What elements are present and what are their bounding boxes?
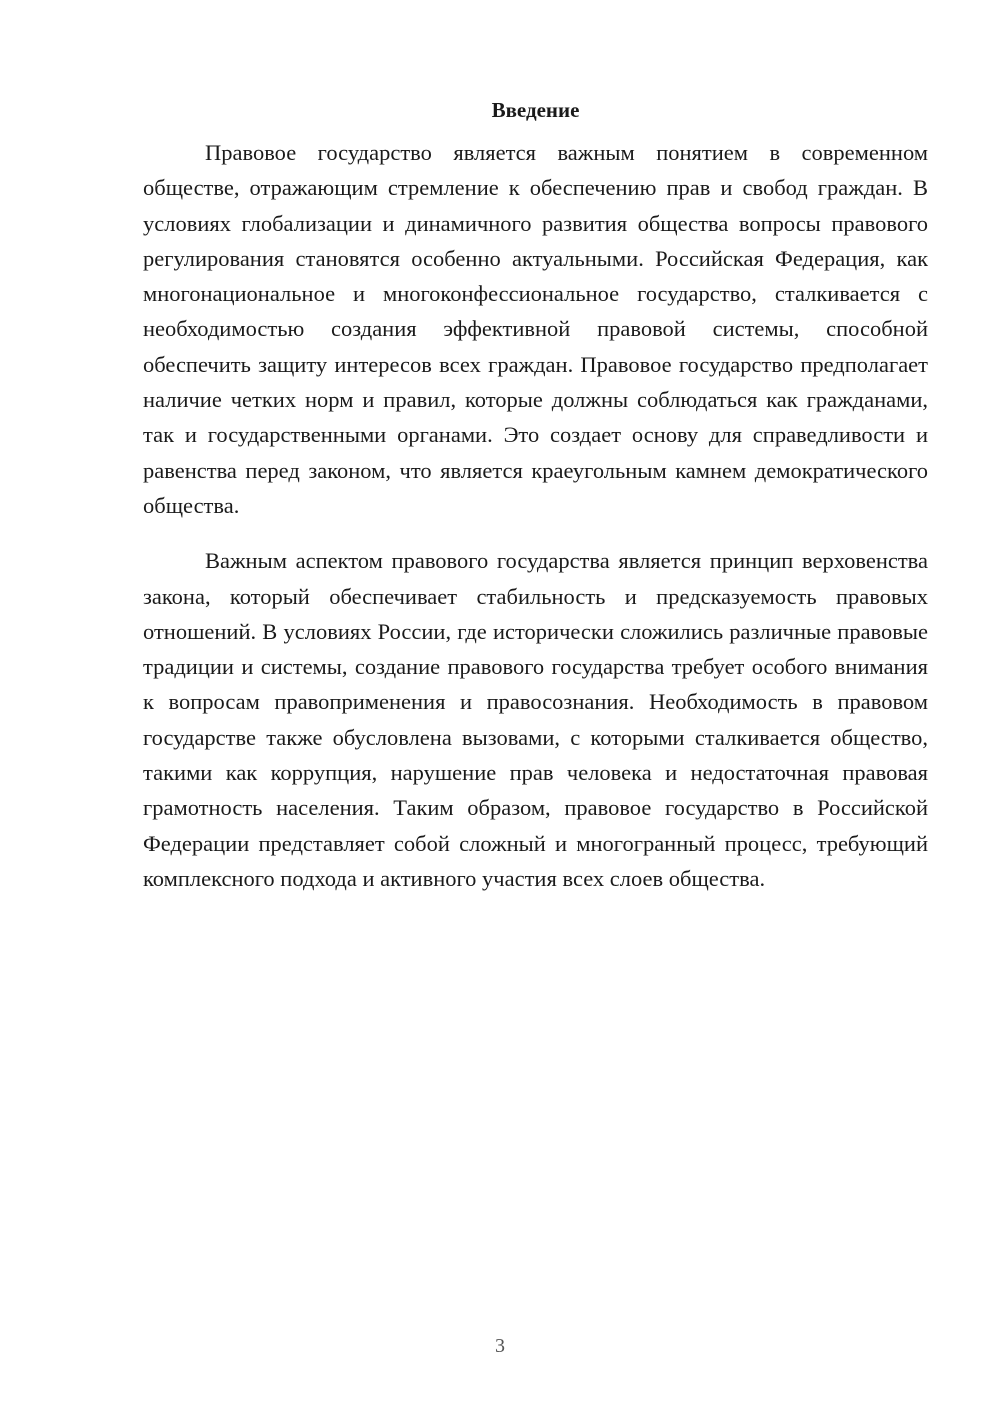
page-number: 3: [495, 1335, 505, 1357]
page-content: [143, 95, 928, 896]
section-title: Введение: [491, 98, 580, 122]
paragraph-1: Правовое государство является важным понятием в современном обществе, отражающим стремление к обеспечению прав и свобод граждан. В условиях глобализации и динамичного развития общества вопросы правового регулирования становятся особенно актуальными. Российская Федерация, как многонациональное и многоконфессиональное государство, сталкивается с необходимостью создания эффективной правовой системы, способной обеспечить защиту интересов всех граждан. Правовое государство предполагает наличие четких норм и правил, которые должны соблюдаться как гражданами, так и государственными органами. Это создает основу для справедливости и равенства перед законом, что является краеугольным камнем демократического общества.: [143, 140, 928, 518]
paragraph-2: Важным аспектом правового государства является принцип верховенства закона, который обеспечивает стабильность и предсказуемость правовых отношений. В условиях России, где исторически сложились различные правовые традиции и системы, создание правового государства требует особого внимания к вопросам правоприменения и правосознания. Необходимость в правовом государстве также обусловлена вызовами, с которыми сталкивается общество, такими как коррупция, нарушение прав человека и недостаточная правовая грамотность населения. Таким образом, правовое государство в Российской Федерации представляет собой сложный и многогранный процесс, требующий комплексного подхода и активного участия всех слоев общества.: [143, 548, 928, 891]
